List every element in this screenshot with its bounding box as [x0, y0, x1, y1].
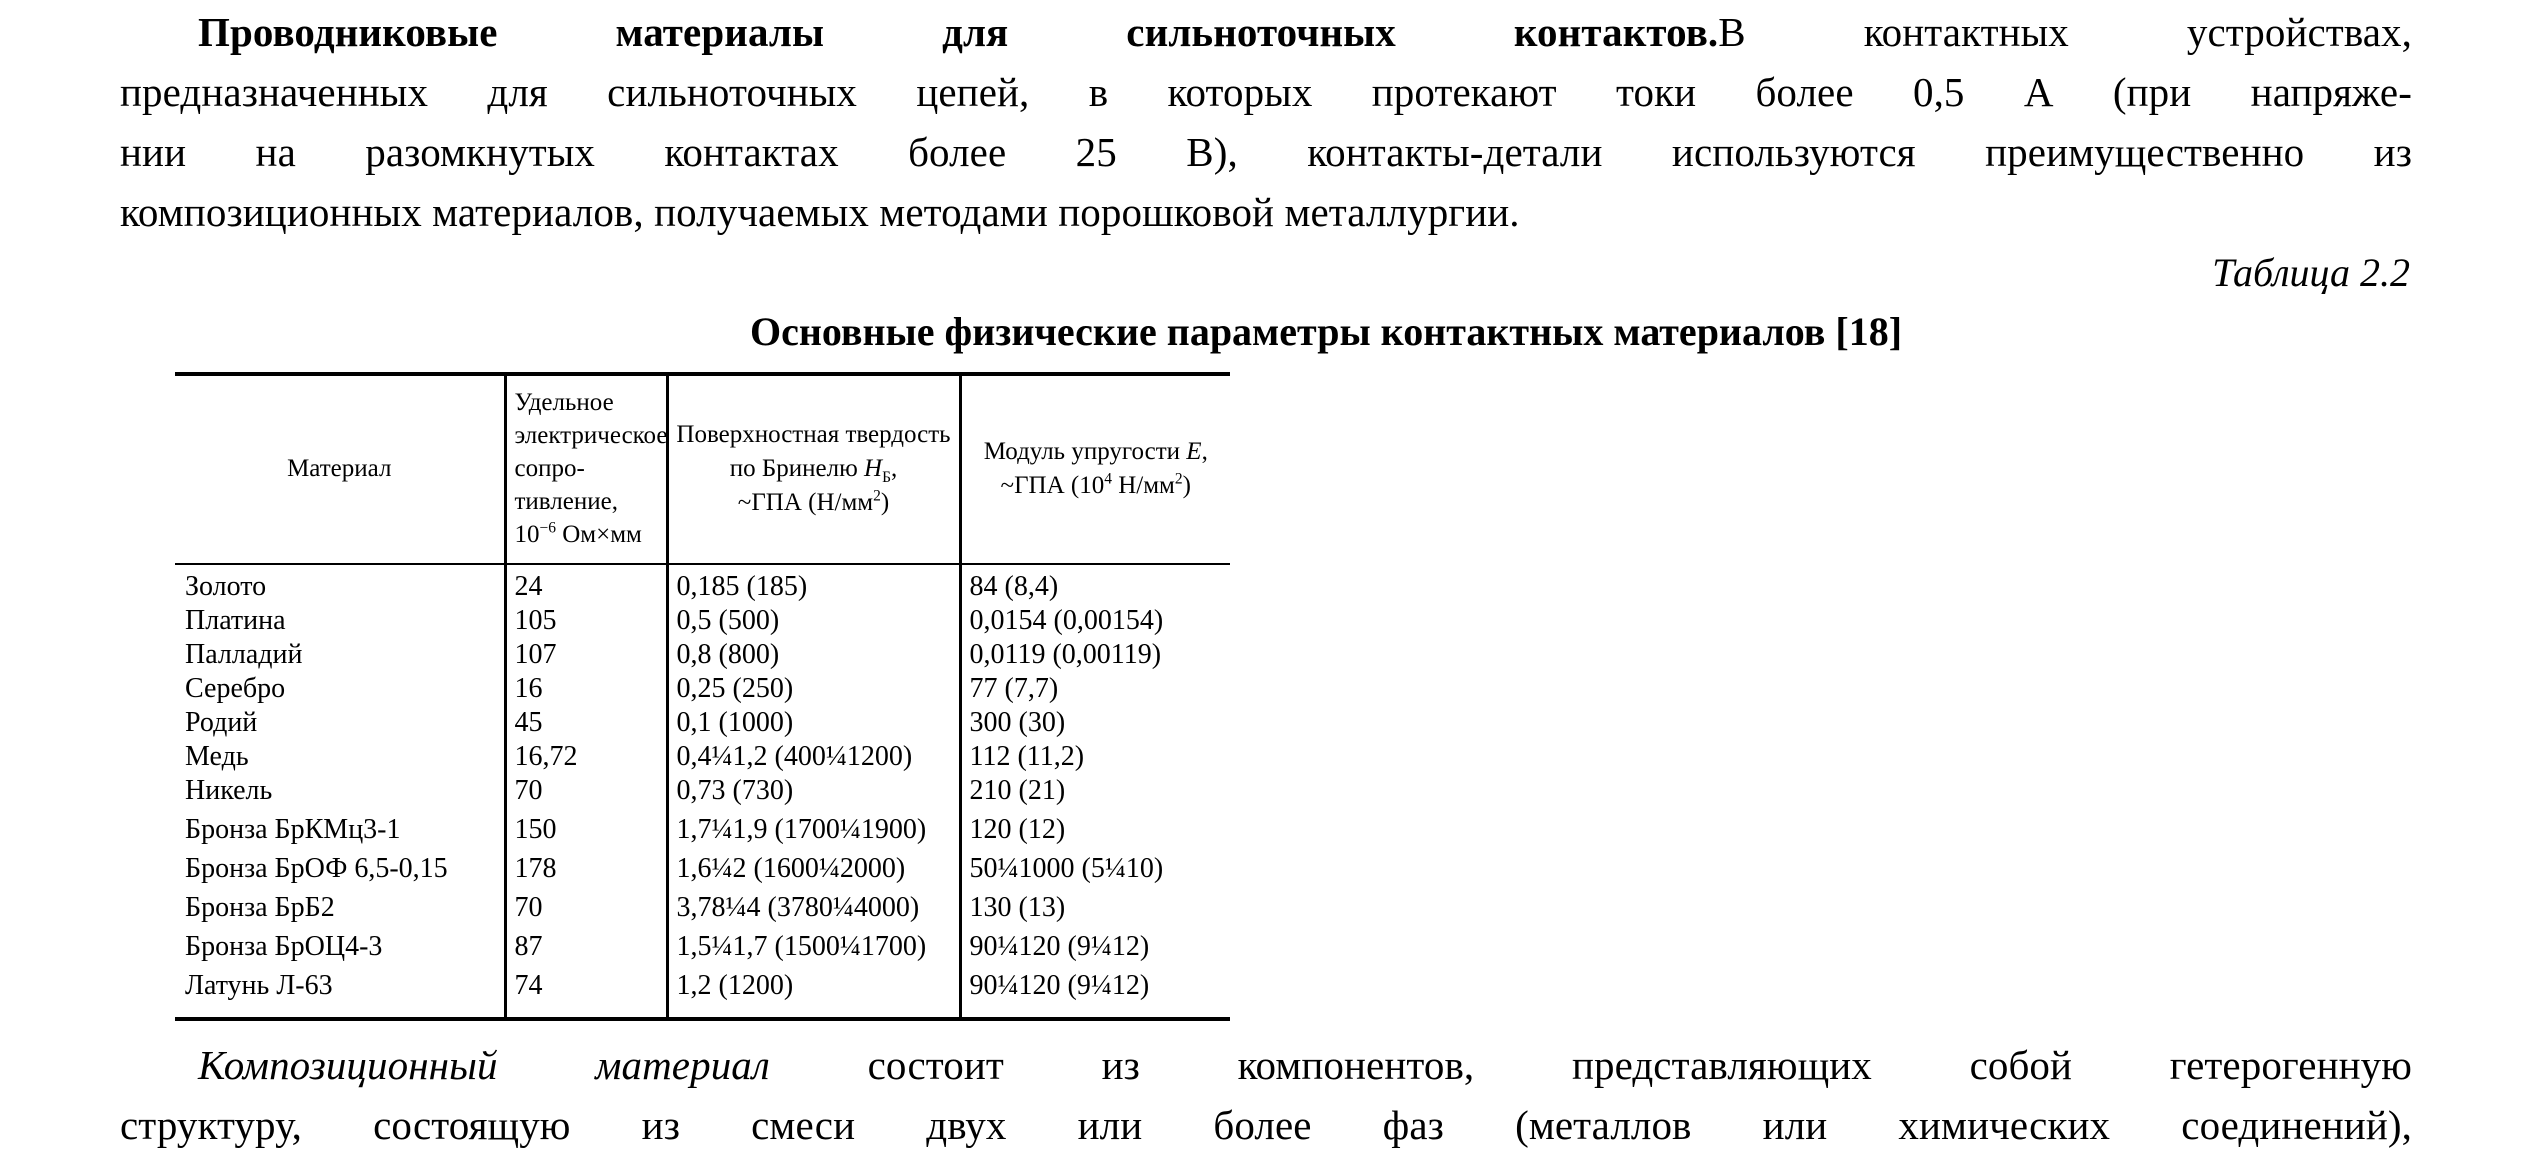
cell-material: Палладий	[185, 639, 303, 670]
intro-line-2: предназначенных для сильноточных цепей, в которых протекают токи более 0,5 А (при напряже-	[120, 69, 2412, 115]
header-modulus-line-1	[984, 438, 1208, 465]
cell-hardness: 1,5¼1,7 (1500¼1700)	[667, 931, 960, 970]
cell-material: Бронза БрОФ 6,5-0,15	[185, 853, 448, 884]
cell-material: Никель	[185, 775, 273, 806]
cell-hardness: 1,6¼2 (1600¼2000)	[667, 853, 960, 892]
intro-paragraph	[60, 2, 2472, 242]
header-resistivity-line-2: электрическое	[514, 422, 668, 449]
header-modulus-post: ,	[1201, 437, 1208, 465]
cell-material: Бронза БрОЦ4-3	[185, 931, 383, 962]
cell-resistivity: 16	[505, 673, 667, 707]
header-hardness-unit-pre: ~ГПА (Н/мм	[737, 488, 874, 516]
table-row	[175, 639, 1230, 673]
table-row	[175, 853, 1230, 892]
cell-modulus: 120 (12)	[960, 814, 1230, 853]
cell-material: Бронза БрКМц3-1	[185, 814, 401, 845]
header-modulus-unit-pre: ~ГПА (10	[1000, 471, 1105, 499]
header-hardness-symbol: H	[864, 454, 883, 482]
table-row	[175, 814, 1230, 853]
cell-modulus: 50¼1000 (5¼10)	[960, 853, 1230, 892]
cell-modulus: 112 (11,2)	[960, 741, 1230, 775]
cell-resistivity: 105	[505, 605, 667, 639]
header-cell-material: Материал	[175, 374, 505, 564]
cell-modulus: 300 (30)	[960, 707, 1230, 741]
table-row	[175, 970, 1230, 1017]
table-row	[175, 892, 1230, 931]
cell-hardness: 0,185 (185)	[667, 564, 960, 605]
cell-modulus: 130 (13)	[960, 892, 1230, 931]
intro-lead-sentence: Проводниковые материалы для сильноточных контактов.	[198, 9, 1719, 55]
cell-resistivity: 74	[505, 970, 667, 1017]
header-hardness-unit-sup: 2	[873, 487, 881, 505]
cell-material: Медь	[185, 741, 249, 772]
intro-line-1-rest: В контактных устройствах,	[1718, 9, 2412, 55]
cell-resistivity: 24	[505, 564, 667, 605]
parameters-table	[175, 372, 1230, 1017]
table-bottom-rule	[175, 1017, 1230, 1021]
header-cell-resistivity	[505, 374, 667, 564]
cell-material: Латунь Л-63	[185, 970, 333, 1001]
cell-material: Золото	[185, 571, 267, 602]
table-body	[175, 564, 1230, 1017]
header-resistivity-line-3: сопро-	[514, 455, 585, 482]
cell-material: Платина	[185, 605, 286, 636]
header-hardness-symbol-sub: Б	[882, 468, 891, 486]
cell-modulus: 0,0119 (0,00119)	[960, 639, 1230, 673]
header-resistivity-line-4: тивление,	[514, 488, 618, 515]
header-modulus-line-2	[1001, 472, 1191, 499]
table-header	[175, 374, 1230, 564]
table-row	[175, 564, 1230, 605]
table-row	[175, 707, 1230, 741]
outro-line-1	[120, 1035, 2412, 1095]
outro-line-1-rest: состоит из компонентов, представляющих собой гетерогенную	[867, 1042, 2412, 1088]
cell-modulus: 90¼120 (9¼12)	[960, 931, 1230, 970]
table-number-caption: Таблица 2.2	[2212, 250, 2410, 295]
cell-hardness: 0,25 (250)	[667, 673, 960, 707]
header-hardness-line-2	[729, 454, 898, 486]
cell-hardness: 0,5 (500)	[667, 605, 960, 639]
document-page	[0, 2, 2532, 1172]
cell-hardness: 1,2 (1200)	[667, 970, 960, 1017]
cell-hardness: 3,78¼4 (3780¼4000)	[667, 892, 960, 931]
header-modulus-unit-post: )	[1182, 471, 1191, 499]
cell-hardness: 0,1 (1000)	[667, 707, 960, 741]
table-row	[175, 605, 1230, 639]
cell-modulus: 0,0154 (0,00154)	[960, 605, 1230, 639]
cell-resistivity: 150	[505, 814, 667, 853]
header-hardness-line-3	[738, 489, 889, 516]
cell-resistivity: 45	[505, 707, 667, 741]
cell-hardness: 0,4¼1,2 (400¼1200)	[667, 741, 960, 775]
header-hardness-pre: по Бринелю	[729, 454, 865, 482]
cell-resistivity: 178	[505, 853, 667, 892]
cell-hardness: 0,8 (800)	[667, 639, 960, 673]
cell-modulus: 90¼120 (9¼12)	[960, 970, 1230, 1017]
intro-line-4: композиционных материалов, получаемых методами порошковой металлургии.	[120, 189, 1520, 235]
table-title: Основные физические параметры контактных материалов [18]	[749, 309, 1903, 354]
cell-material: Родий	[185, 707, 258, 738]
header-resistivity-line-5	[515, 521, 642, 548]
cell-resistivity: 107	[505, 639, 667, 673]
outro-line-2: структуру, состоящую из смеси двух или более фаз (металлов или химических соединений),	[120, 1102, 2412, 1148]
header-resistivity-exp-base: 10	[514, 521, 540, 548]
header-modulus-unit-sup: 4	[1104, 470, 1112, 488]
cell-modulus: 84 (8,4)	[960, 564, 1230, 605]
intro-line-1	[120, 2, 2412, 62]
cell-hardness: 1,7¼1,9 (1700¼1900)	[667, 814, 960, 853]
cell-resistivity: 16,72	[505, 741, 667, 775]
cell-modulus: 77 (7,7)	[960, 673, 1230, 707]
cell-modulus: 210 (21)	[960, 775, 1230, 814]
cell-material: Серебро	[185, 673, 286, 704]
header-cell-modulus	[960, 374, 1230, 564]
cell-resistivity: 70	[505, 775, 667, 814]
header-resistivity-exp-tail: Ом×мм	[556, 521, 642, 548]
outro-paragraph	[60, 1035, 2472, 1155]
header-modulus-unit-sup2: 2	[1174, 470, 1183, 488]
header-modulus-pre: Модуль упругости	[983, 437, 1187, 465]
header-resistivity-exp-sup: −6	[539, 519, 556, 537]
table-row	[175, 931, 1230, 970]
table-row	[175, 775, 1230, 814]
header-hardness-line-1: Поверхностная твердость	[676, 420, 951, 448]
cell-resistivity: 70	[505, 892, 667, 931]
outro-lead-term: Композиционный материал	[198, 1042, 770, 1088]
intro-line-3: нии на разомкнутых контактах более 25 В), контакты-детали используются преимущественно из	[120, 129, 2412, 175]
header-cell-hardness	[667, 374, 960, 564]
cell-resistivity: 87	[505, 931, 667, 970]
cell-material: Бронза БрБ2	[185, 892, 335, 923]
header-modulus-symbol: E	[1186, 437, 1202, 465]
table-row	[175, 673, 1230, 707]
header-modulus-unit-mid: Н/мм	[1111, 471, 1175, 499]
parameters-table-wrapper	[175, 372, 1230, 1021]
header-hardness-unit-post: )	[880, 488, 890, 516]
cell-hardness: 0,73 (730)	[667, 775, 960, 814]
table-row	[175, 741, 1230, 775]
header-hardness-post: ,	[890, 454, 898, 482]
table-header-row	[175, 374, 1230, 564]
header-resistivity-line-1: Удельное	[514, 389, 614, 416]
